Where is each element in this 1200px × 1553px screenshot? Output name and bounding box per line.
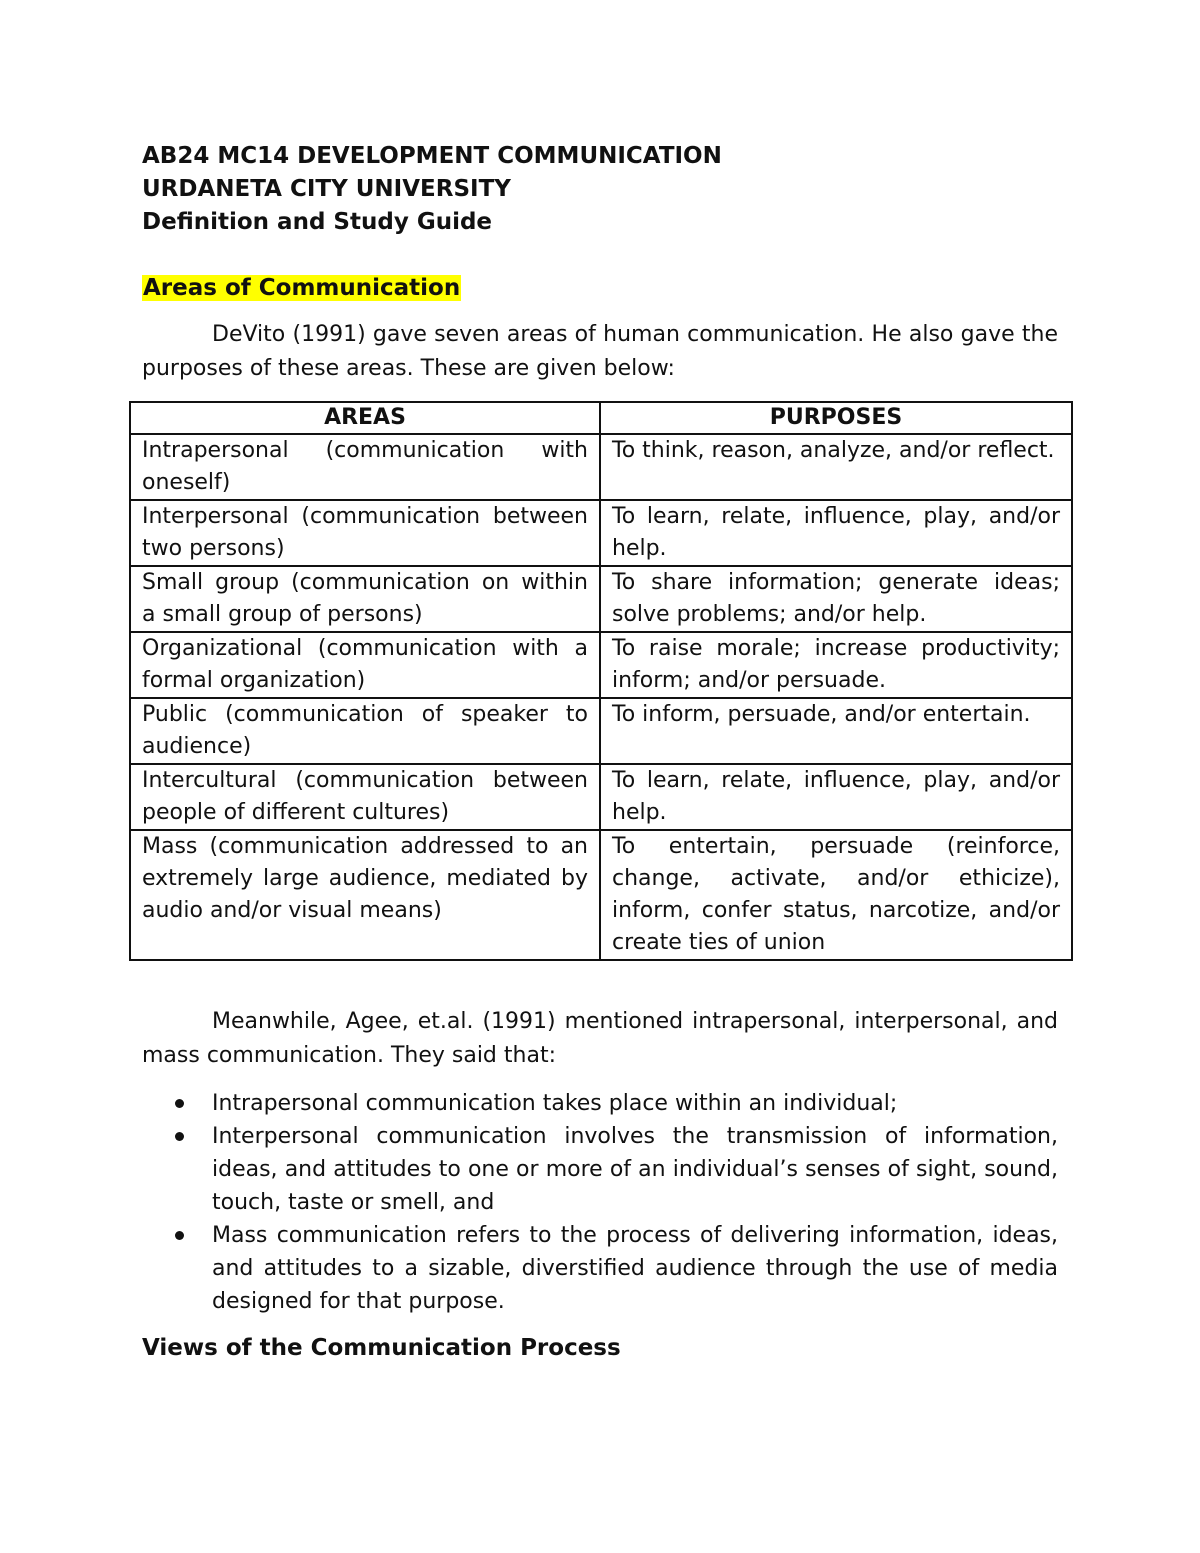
area-cell: Intercultural (communication between people of different cultures) <box>130 764 600 830</box>
area-cell: Intrapersonal (communication with oneself) <box>130 434 600 500</box>
purpose-cell: To entertain, persuade (reinforce, change, activate, and/or ethicize), inform, confer status, narcotize, and/or create ties of union <box>600 830 1072 960</box>
areas-purposes-table <box>129 401 1073 961</box>
table-row <box>130 632 1072 698</box>
table-row <box>130 434 1072 500</box>
purpose-cell: To share information; generate ideas; solve problems; and/or help. <box>600 566 1072 632</box>
section-heading-views: Views of the Communication Process <box>142 1335 621 1361</box>
list-item <box>142 1087 1058 1120</box>
list-item-text: Interpersonal communication involves the transmission of information, ideas, and attitudes to one or more of an individual’s senses of sight, sound, touch, taste or smell, and <box>212 1124 1058 1215</box>
list-item-text: Intrapersonal communication takes place within an individual; <box>212 1091 898 1116</box>
list-item <box>142 1120 1058 1219</box>
table-row <box>130 566 1072 632</box>
table-row <box>130 698 1072 764</box>
table-header-row <box>130 402 1072 434</box>
table-row <box>130 500 1072 566</box>
intro-paragraph: DeVito (1991) gave seven areas of human communication. He also gave the purposes of these areas. These are given below: <box>142 322 1058 381</box>
table-row <box>130 764 1072 830</box>
section-heading-areas <box>142 272 1058 305</box>
bullet-icon <box>175 1099 184 1108</box>
document-page <box>142 140 1058 1365</box>
table-row <box>130 830 1072 960</box>
purpose-cell: To learn, relate, influence, play, and/or help. <box>600 500 1072 566</box>
list-item-text: Mass communication refers to the process of delivering information, ideas, and attitudes to a sizable, diverstified audience through the use of media designed for that purpose. <box>212 1223 1058 1314</box>
university-name: URDANETA CITY UNIVERSITY <box>142 176 511 202</box>
area-cell: Public (communication of speaker to audience) <box>130 698 600 764</box>
area-cell: Small group (communication on within a small group of persons) <box>130 566 600 632</box>
bullet-list <box>142 1087 1058 1318</box>
agee-paragraph: Meanwhile, Agee, et.al. (1991) mentioned intrapersonal, interpersonal, and mass communication. They said that: <box>142 1009 1058 1068</box>
column-header-areas: AREAS <box>130 402 600 434</box>
purpose-cell: To inform, persuade, and/or entertain. <box>600 698 1072 764</box>
purpose-cell: To think, reason, analyze, and/or reflect. <box>600 434 1072 500</box>
column-header-purposes: PURPOSES <box>600 402 1072 434</box>
course-title: AB24 MC14 DEVELOPMENT COMMUNICATION <box>142 143 722 169</box>
bullet-icon <box>175 1132 184 1141</box>
purpose-cell: To raise morale; increase productivity; inform; and/or persuade. <box>600 632 1072 698</box>
area-cell: Organizational (communication with a formal organization) <box>130 632 600 698</box>
document-subtitle: Definition and Study Guide <box>142 209 493 235</box>
area-cell: Interpersonal (communication between two persons) <box>130 500 600 566</box>
area-cell: Mass (communication addressed to an extremely large audience, mediated by audio and/or visual means) <box>130 830 600 960</box>
list-item <box>142 1219 1058 1318</box>
highlighted-heading-text: Areas of Communication <box>143 275 461 301</box>
purpose-cell: To learn, relate, influence, play, and/or help. <box>600 764 1072 830</box>
bullet-icon <box>175 1231 184 1240</box>
